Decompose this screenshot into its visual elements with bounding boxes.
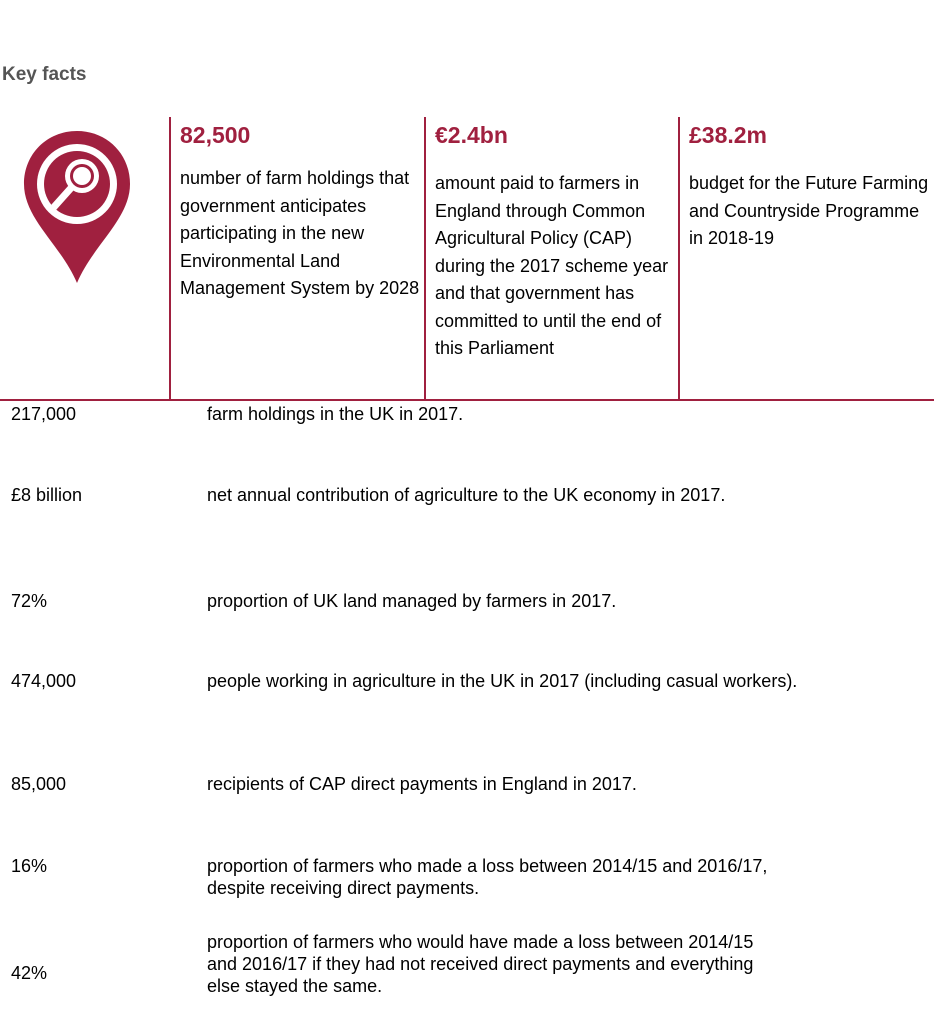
stat-description: proportion of UK land managed by farmers in 2017.: [207, 591, 617, 611]
highlight-value: 82,500: [180, 122, 251, 148]
stat-value: £8 billion: [11, 485, 83, 505]
stat-description: people working in agriculture in the UK in 2017 (including casual workers).: [207, 671, 798, 691]
highlight-description: amount paid to farmers in England through Common Agricultural Policy (CAP) during the 2017 scheme year and that government has committed to until the end of this Parliament: [435, 173, 669, 358]
highlight-description: number of farm holdings that government anticipates participating in the new Environmental Land Management System by 2028: [180, 168, 420, 298]
highlight-description: budget for the Future Farming and Countryside Programme in 2018-19: [689, 173, 929, 248]
highlight-fact-3: [678, 117, 934, 400]
location-magnifier-icon: [21, 127, 133, 287]
highlight-value: £38.2m: [689, 122, 768, 148]
stat-description: proportion of farmers who would have made a loss between 2014/15 and 2016/17 if they had not received direct payments and everything else stayed the same.: [207, 932, 754, 996]
stat-value: 217,000: [11, 404, 77, 424]
stat-description: farm holdings in the UK in 2017.: [207, 404, 464, 424]
highlight-fact-1: [169, 117, 425, 400]
stat-value: 85,000: [11, 774, 67, 794]
divider: [0, 399, 934, 401]
stat-value: 72%: [11, 591, 48, 611]
page-title: Key facts: [2, 64, 87, 85]
stat-value: 474,000: [11, 671, 77, 691]
highlight-value: €2.4bn: [435, 122, 508, 148]
highlight-fact-2: [424, 117, 680, 400]
stat-description: recipients of CAP direct payments in England in 2017.: [207, 774, 637, 794]
stat-value: 42%: [11, 963, 48, 983]
stat-description: proportion of farmers who made a loss between 2014/15 and 2016/17, despite receiving direct payments.: [207, 856, 768, 898]
stat-value: 16%: [11, 856, 48, 876]
stat-description: net annual contribution of agriculture to the UK economy in 2017.: [207, 485, 726, 505]
